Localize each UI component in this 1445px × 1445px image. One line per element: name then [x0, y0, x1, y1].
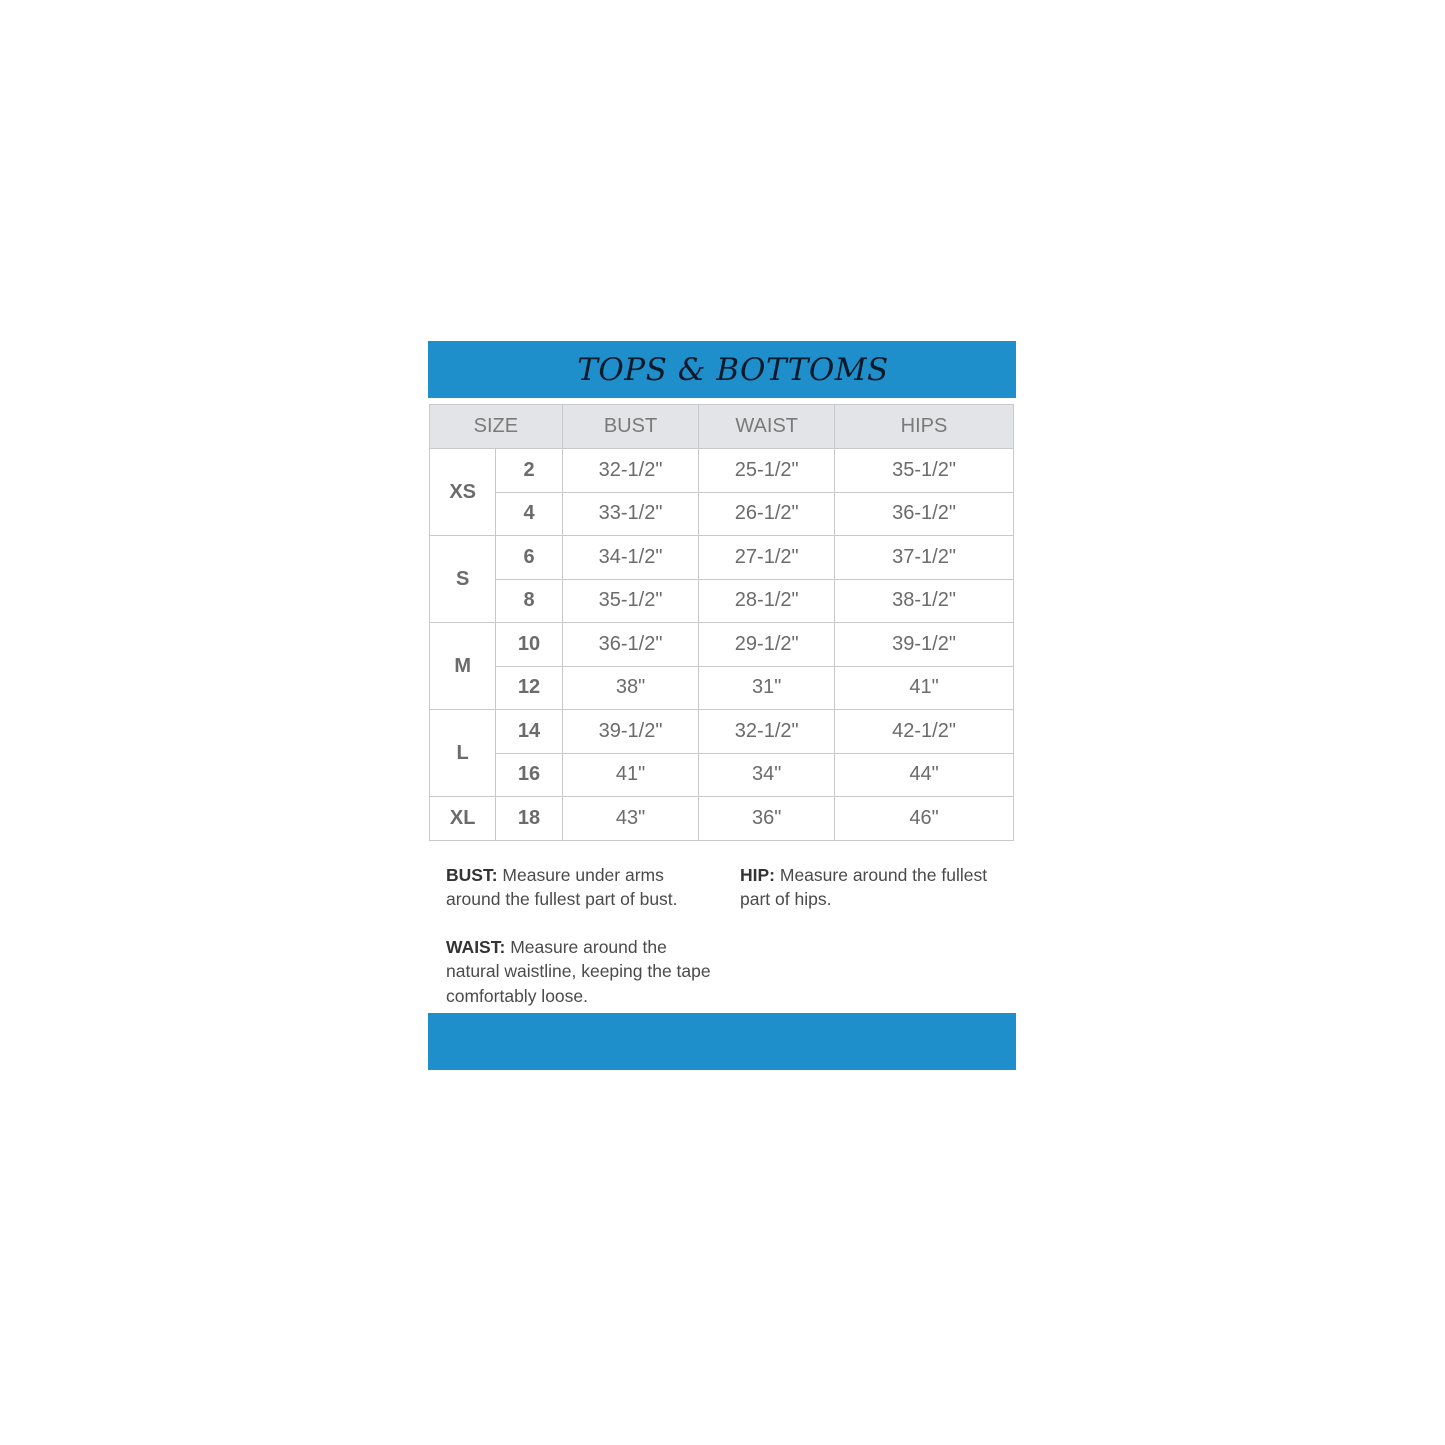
hips-cell: 46" [835, 797, 1014, 841]
hip-note-label: HIP: [740, 864, 775, 885]
waist-cell: 36" [699, 797, 835, 841]
size-number-cell: 6 [496, 536, 562, 580]
table-row [430, 753, 1014, 797]
header-hips: HIPS [835, 405, 1014, 449]
waist-cell: 34" [699, 753, 835, 797]
hips-cell: 35-1/2" [835, 449, 1014, 493]
hips-cell: 37-1/2" [835, 536, 1014, 580]
title-bar [428, 341, 1016, 398]
table-row [430, 449, 1014, 493]
table-row [430, 536, 1014, 580]
waist-cell: 31" [699, 666, 835, 710]
size-letter-cell: M [430, 623, 496, 710]
table-row [430, 492, 1014, 536]
hip-note-text: Measure around the fullest part of hips. [740, 864, 988, 909]
hips-cell: 44" [835, 753, 1014, 797]
table-row [430, 710, 1014, 754]
header-waist: WAIST [699, 405, 835, 449]
size-number-cell: 10 [496, 623, 562, 667]
bust-cell: 43" [562, 797, 699, 841]
size-letter-cell: XL [430, 797, 496, 841]
waist-cell: 25-1/2" [699, 449, 835, 493]
bust-note-text: Measure under arms around the fullest part of bust. [446, 864, 678, 909]
bust-cell: 39-1/2" [562, 710, 699, 754]
bust-cell: 38" [562, 666, 699, 710]
hips-cell: 41" [835, 666, 1014, 710]
header-size: SIZE [430, 405, 563, 449]
table-row [430, 797, 1014, 841]
waist-cell: 26-1/2" [699, 492, 835, 536]
hips-cell: 42-1/2" [835, 710, 1014, 754]
size-letter-cell: L [430, 710, 496, 797]
bust-note-label: BUST: [446, 864, 498, 885]
size-number-cell: 12 [496, 666, 562, 710]
waist-cell: 29-1/2" [699, 623, 835, 667]
hip-note [740, 863, 1005, 912]
size-number-cell: 2 [496, 449, 562, 493]
table-header-row [430, 405, 1014, 449]
waist-cell: 28-1/2" [699, 579, 835, 623]
size-table [429, 404, 1014, 841]
table-row [430, 623, 1014, 667]
header-bust: BUST [562, 405, 699, 449]
bust-cell: 41" [562, 753, 699, 797]
hips-cell: 38-1/2" [835, 579, 1014, 623]
waist-note-text: Measure around the natural waistline, keeping the tape comfortably loose. [446, 936, 711, 1006]
waist-note [446, 935, 711, 1009]
bust-cell: 34-1/2" [562, 536, 699, 580]
size-letter-cell: S [430, 536, 496, 623]
waist-cell: 32-1/2" [699, 710, 835, 754]
bust-note [446, 863, 711, 912]
bottom-bar [428, 1013, 1016, 1070]
size-number-cell: 4 [496, 492, 562, 536]
hips-cell: 39-1/2" [835, 623, 1014, 667]
bust-cell: 36-1/2" [562, 623, 699, 667]
size-letter-cell: XS [430, 449, 496, 536]
size-chart [428, 341, 1016, 1070]
chart-title: TOPS & BOTTOMS [577, 351, 889, 388]
bust-cell: 33-1/2" [562, 492, 699, 536]
waist-cell: 27-1/2" [699, 536, 835, 580]
measurement-notes [428, 863, 1016, 1013]
size-number-cell: 18 [496, 797, 562, 841]
size-number-cell: 14 [496, 710, 562, 754]
hips-cell: 36-1/2" [835, 492, 1014, 536]
size-number-cell: 8 [496, 579, 562, 623]
table-row [430, 579, 1014, 623]
bust-cell: 35-1/2" [562, 579, 699, 623]
waist-note-label: WAIST: [446, 936, 506, 957]
table-row [430, 666, 1014, 710]
size-number-cell: 16 [496, 753, 562, 797]
bust-cell: 32-1/2" [562, 449, 699, 493]
